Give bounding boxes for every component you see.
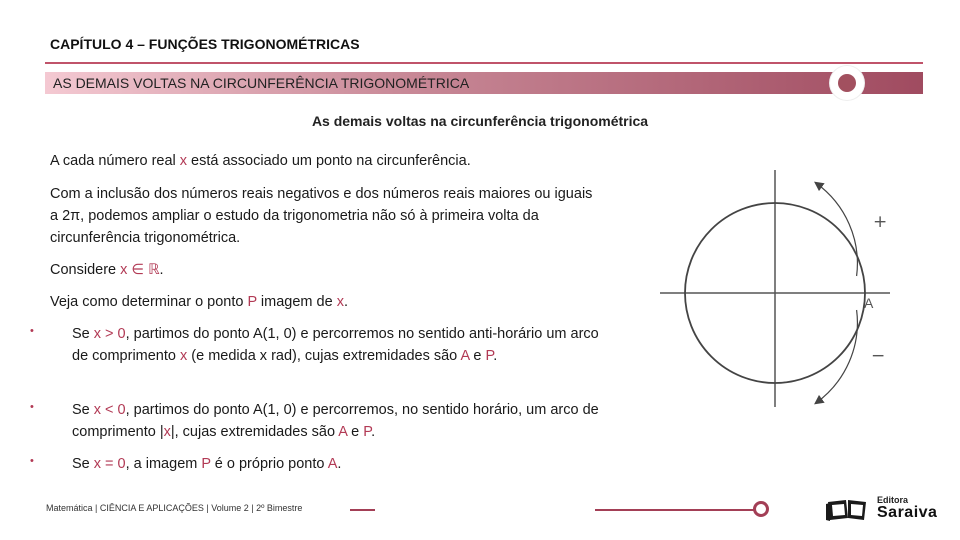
- b2-condition: x < 0: [93, 402, 126, 418]
- p4-text-a: Veja como determinar o ponto: [50, 294, 248, 310]
- b3-c: , a imagem: [125, 456, 202, 472]
- header-divider: [45, 62, 923, 64]
- paragraph-4: [50, 291, 610, 313]
- bullet-item-3: [0, 453, 620, 477]
- footer-ring-icon: [753, 501, 769, 517]
- b1-point-p: P: [485, 348, 494, 364]
- book-icon: [824, 496, 872, 522]
- p3-text-c: .: [159, 262, 164, 278]
- b2-c: , partimos do ponto A(1, 0) e percorremos, no sentido horário, um arco de comprimento |: [72, 402, 599, 440]
- b2-e: |, cujas extremidades são: [170, 424, 339, 440]
- p1-text-c: está associado um ponto na circunferência.: [187, 153, 471, 169]
- logo-small-text: Editora: [877, 495, 909, 505]
- b1-e: (e medida x rad), cujas extremidades são: [187, 348, 461, 364]
- bullet-icon: •: [30, 325, 34, 337]
- b2-var-x: x: [163, 424, 171, 440]
- b3-g: .: [337, 456, 342, 472]
- b3-condition: x = 0: [93, 456, 126, 472]
- b2-point-p: P: [363, 424, 372, 440]
- slide-subtitle: As demais voltas na circunferência trigonométrica: [311, 113, 649, 129]
- paragraph-3: [50, 259, 610, 281]
- b1-point-a: A: [460, 348, 470, 364]
- b1-var-x: x: [180, 348, 188, 364]
- bullet-icon: •: [30, 401, 34, 413]
- minus-label: −: [871, 346, 886, 366]
- section-ring-icon: [830, 66, 864, 100]
- trig-circle-diagram: [655, 165, 895, 410]
- bullet-item-2: [0, 399, 620, 447]
- b3-point-p: P: [201, 456, 211, 472]
- counterclockwise-arrow: [816, 183, 857, 276]
- section-title: AS DEMAIS VOLTAS NA CIRCUNFERÊNCIA TRIGONOMÉTRICA: [53, 75, 470, 91]
- bullet-icon: •: [30, 455, 34, 467]
- section-bar: [45, 72, 923, 94]
- p3-text-a: Considere: [50, 262, 121, 278]
- bullet-2-text: [72, 399, 612, 443]
- p1-text-a: A cada número real: [50, 153, 180, 169]
- p1-var-x: x: [179, 153, 188, 169]
- p3-set: x ∈ ℝ: [120, 262, 160, 278]
- point-a-label: A: [864, 295, 874, 311]
- b3-point-a: A: [327, 456, 338, 472]
- b1-a: Se: [72, 326, 94, 342]
- chapter-title: CAPÍTULO 4 – FUNÇÕES TRIGONOMÉTRICAS: [50, 36, 360, 52]
- b1-c: , partimos do ponto A(1, 0) e percorremos no sentido anti-horário um arco de comprimento: [72, 326, 599, 364]
- bullet-item-1: [0, 323, 620, 393]
- clockwise-arrow: [816, 310, 857, 403]
- plus-label: +: [873, 212, 888, 232]
- paragraph-1: [50, 150, 610, 172]
- b1-g: e: [469, 348, 486, 364]
- bullet-3-text: [72, 453, 607, 475]
- p4-var-x: x: [336, 294, 344, 310]
- b2-point-a: A: [338, 424, 348, 440]
- b3-e: é o próprio ponto: [210, 456, 328, 472]
- b2-a: Se: [72, 402, 94, 418]
- b2-g: e: [347, 424, 364, 440]
- bullet-1-text: [72, 323, 607, 367]
- footer-divider-short: [350, 509, 375, 511]
- b1-condition: x > 0: [93, 326, 126, 342]
- b3-a: Se: [72, 456, 94, 472]
- footer-divider: [595, 509, 755, 511]
- p4-var-p: P: [247, 294, 257, 310]
- publisher-logo: [824, 494, 942, 524]
- footer-text: Matemática | CIÊNCIA E APLICAÇÕES | Volume 2 | 2º Bimestre: [46, 503, 303, 513]
- b1-i: .: [493, 348, 498, 364]
- b2-i: .: [371, 424, 376, 440]
- p4-text-c: imagem de: [256, 294, 337, 310]
- p4-text-e: .: [343, 294, 348, 310]
- logo-big-text: Saraiva: [877, 504, 938, 521]
- paragraph-2: Com a inclusão dos números reais negativos e dos números reais maiores ou iguais a 2π, podemos ampliar o estudo da trigonometria não só à primeira volta da circunferência trigonométrica.: [50, 186, 593, 246]
